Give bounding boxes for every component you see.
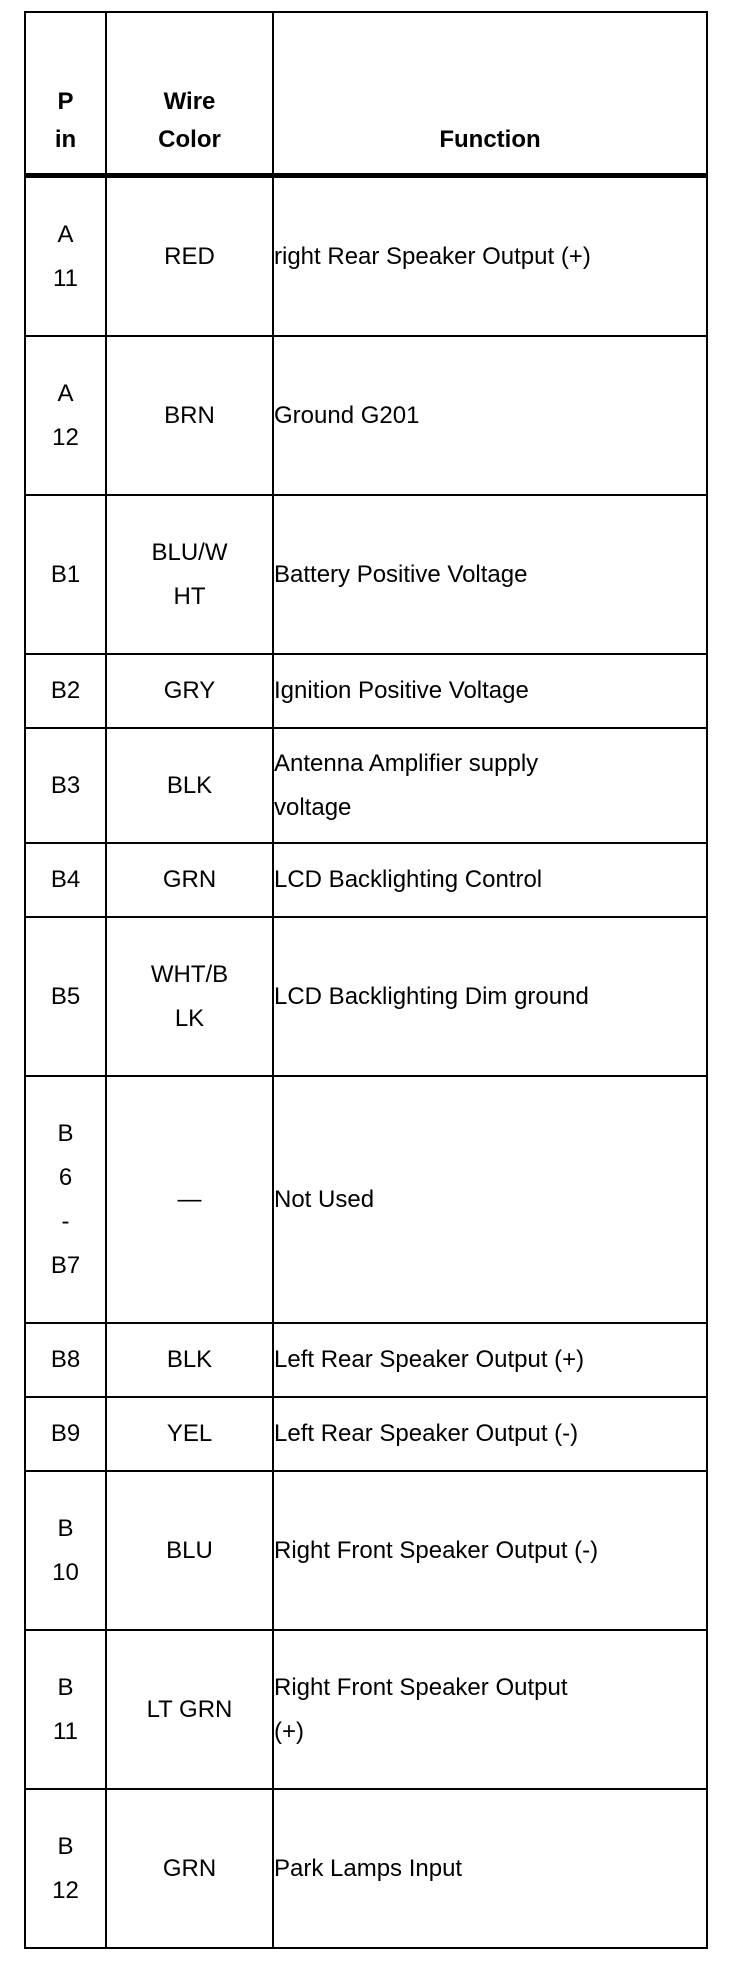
pin-cell-text: B9 <box>50 1420 81 1447</box>
wire-color-cell-text: — <box>177 1185 202 1213</box>
function-cell-text: Park Lamps Input <box>274 1854 463 1882</box>
function-cell <box>273 1630 707 1789</box>
pin-cell <box>25 1630 106 1789</box>
pin-cell-text: B1 <box>50 560 81 588</box>
function-cell-text: Left Rear Speaker Output (+) <box>274 1346 585 1373</box>
function-cell <box>273 176 707 337</box>
pin-cell-text: B5 <box>50 982 81 1010</box>
pin-cell <box>25 1789 106 1948</box>
function-cell <box>273 1397 707 1471</box>
table-row <box>25 176 707 337</box>
pin-cell-text: 11 <box>53 1717 78 1745</box>
pin-cell <box>25 495 106 654</box>
pin-cell <box>25 176 106 337</box>
header-pin-line1: P <box>57 88 74 115</box>
function-cell-text: Right Front Speaker Output <box>274 1673 568 1701</box>
table-row <box>25 1630 707 1789</box>
wire-color-cell <box>106 176 273 337</box>
header-function <box>273 12 707 176</box>
wire-color-cell-text: BLU <box>166 1536 213 1564</box>
pin-cell <box>25 1323 106 1397</box>
function-cell <box>273 843 707 917</box>
wire-color-cell-text: BRN <box>164 401 215 429</box>
table-header <box>25 12 707 176</box>
wire-color-cell <box>106 654 273 728</box>
pin-cell <box>25 336 106 495</box>
wire-color-cell-text: YEL <box>166 1420 213 1447</box>
function-cell <box>273 1076 707 1323</box>
function-cell-text: right Rear Speaker Output (+) <box>274 242 591 270</box>
table-row <box>25 654 707 728</box>
table-row <box>25 336 707 495</box>
header-color-line2: Color <box>158 126 221 153</box>
function-cell-text: LCD Backlighting Dim ground <box>274 982 589 1010</box>
function-cell-text: Left Rear Speaker Output (-) <box>274 1420 579 1447</box>
function-cell <box>273 728 707 843</box>
function-cell-text: voltage <box>274 793 352 821</box>
function-cell-text: Right Front Speaker Output (-) <box>274 1536 599 1564</box>
wire-color-cell-text: BLK <box>166 771 213 799</box>
pin-cell <box>25 1471 106 1630</box>
table-row <box>25 1076 707 1323</box>
wire-color-cell-text: LT GRN <box>146 1695 233 1723</box>
function-cell-text: Ignition Positive Voltage <box>274 677 529 704</box>
wire-color-cell <box>106 336 273 495</box>
wire-color-cell <box>106 1630 273 1789</box>
header-row <box>25 12 707 176</box>
pin-cell-text: A <box>57 220 74 248</box>
pin-cell <box>25 917 106 1076</box>
wire-color-cell-text: GRN <box>162 1854 217 1882</box>
function-cell-text: (+) <box>274 1717 304 1745</box>
pin-cell-text: A <box>57 379 74 407</box>
pin-cell-text: 12 <box>52 1876 79 1904</box>
pin-cell-text: B <box>57 1832 74 1860</box>
table-row <box>25 1789 707 1948</box>
wire-color-cell-text: BLU/W <box>151 538 228 566</box>
table-row <box>25 1397 707 1471</box>
pin-cell-text: B8 <box>50 1346 81 1373</box>
pin-cell-text: B4 <box>50 866 81 893</box>
wire-color-cell-text: BLK <box>166 1346 213 1373</box>
wire-color-cell <box>106 495 273 654</box>
header-function-label: Function <box>439 126 541 153</box>
pin-cell <box>25 1397 106 1471</box>
pin-cell-text: B <box>57 1119 74 1147</box>
header-wire-color <box>106 12 273 176</box>
wire-color-cell-text: HT <box>173 582 206 610</box>
wire-color-cell-text: WHT/B <box>150 960 229 988</box>
connector-pinout-table <box>24 11 708 1949</box>
wire-color-cell-text: RED <box>164 242 215 270</box>
table-body <box>25 176 707 1949</box>
function-cell-text: Not Used <box>274 1185 375 1213</box>
function-cell-text: Ground G201 <box>274 401 420 429</box>
wire-color-cell <box>106 1076 273 1323</box>
function-cell-text: Antenna Amplifier supply <box>274 749 539 777</box>
pin-cell-text: 11 <box>53 264 78 292</box>
function-cell <box>273 1323 707 1397</box>
function-cell <box>273 1789 707 1948</box>
pin-cell <box>25 654 106 728</box>
function-cell-text: LCD Backlighting Control <box>274 866 543 893</box>
pin-cell-text: B7 <box>50 1251 81 1279</box>
table-row <box>25 1323 707 1397</box>
wire-color-cell <box>106 917 273 1076</box>
wire-color-cell-text: GRN <box>162 866 217 893</box>
pin-cell <box>25 1076 106 1323</box>
pin-cell <box>25 843 106 917</box>
header-pin-line2: in <box>54 126 77 153</box>
pin-cell-text: B <box>57 1673 74 1701</box>
wire-color-cell <box>106 843 273 917</box>
function-cell <box>273 495 707 654</box>
function-cell <box>273 336 707 495</box>
pin-cell-text: B3 <box>50 771 81 799</box>
wire-color-cell <box>106 1471 273 1630</box>
header-color-line1: Wire <box>163 88 216 115</box>
pin-cell-text: - <box>61 1207 70 1235</box>
table-row <box>25 728 707 843</box>
pin-cell-text: 12 <box>52 423 79 451</box>
table-row <box>25 843 707 917</box>
wire-color-cell <box>106 1397 273 1471</box>
function-cell-text: Battery Positive Voltage <box>274 560 528 588</box>
table-row <box>25 917 707 1076</box>
pin-cell-text: B2 <box>50 677 81 704</box>
wire-color-cell <box>106 1323 273 1397</box>
wire-color-cell <box>106 1789 273 1948</box>
pin-cell-text: 6 <box>58 1163 73 1191</box>
pin-cell <box>25 728 106 843</box>
wire-color-cell-text: LK <box>174 1004 205 1032</box>
header-pin <box>25 12 106 176</box>
wire-color-cell <box>106 728 273 843</box>
table-row <box>25 495 707 654</box>
pin-cell-text: 10 <box>52 1558 79 1586</box>
function-cell <box>273 917 707 1076</box>
function-cell <box>273 654 707 728</box>
function-cell <box>273 1471 707 1630</box>
table-row <box>25 1471 707 1630</box>
wire-color-cell-text: GRY <box>163 677 216 704</box>
pin-cell-text: B <box>57 1514 74 1542</box>
